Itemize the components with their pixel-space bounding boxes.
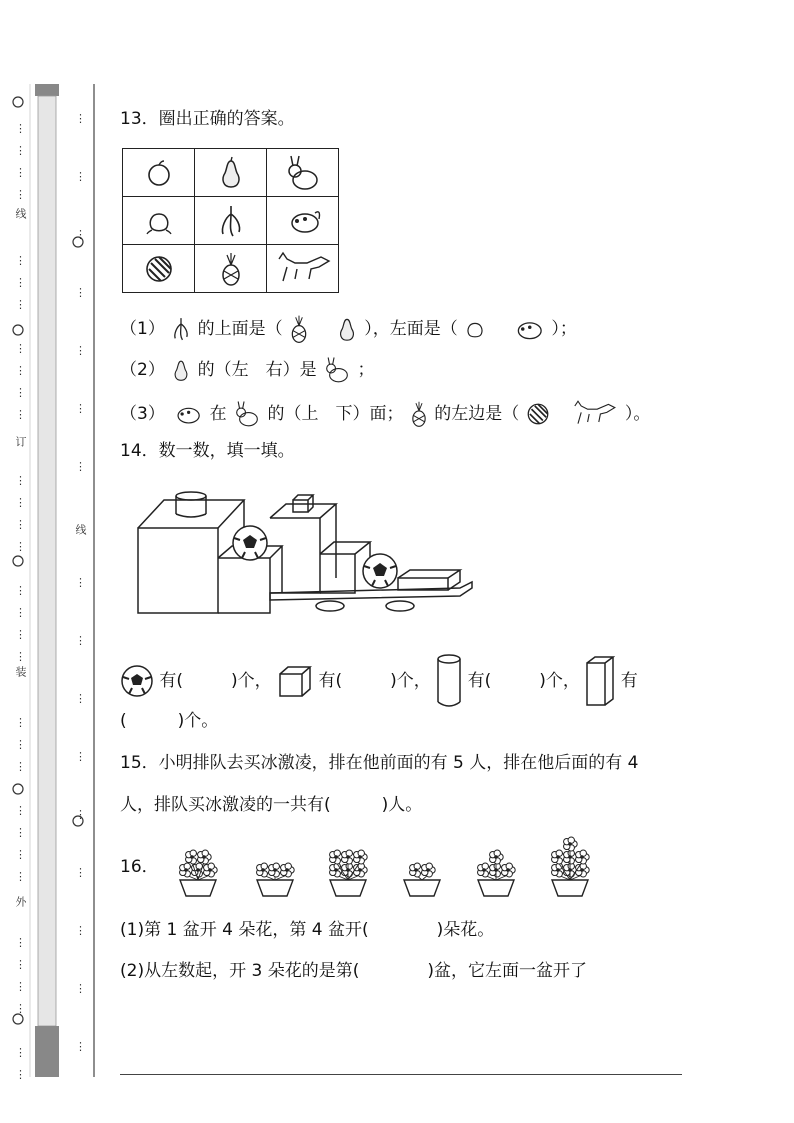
flower (552, 850, 566, 864)
flower (478, 863, 492, 877)
margin-dot: ⋮ (75, 576, 86, 589)
q16-line1: (1)第 1 盆开 4 朵花，第 4 盆开( )朵花。 (120, 920, 495, 940)
flower (257, 863, 271, 877)
soccer-ball-icon (120, 664, 154, 698)
margin-dot: ⋮ (75, 286, 86, 299)
margin-dot: ⋮ (15, 870, 26, 883)
flower (576, 850, 590, 864)
soccer-ball-icon (363, 554, 397, 588)
q15-line2: 人，排队买冰激凌的一共有( )人。 (120, 795, 423, 815)
footer-rule (120, 1074, 682, 1075)
margin-dot: ⋮ (15, 342, 26, 355)
pineapple-icon (218, 251, 244, 287)
grid-cell (195, 149, 267, 197)
margin-dot: ⋮ (15, 936, 26, 949)
margin-dot: ⋮ (15, 386, 26, 399)
binding-margin (0, 84, 100, 1081)
q13-line3: （3） 在 的（上 下）面； 的左边是（ ）。 (120, 398, 650, 430)
margin-dot: ⋮ (15, 166, 26, 179)
dog-icon (170, 401, 204, 427)
margin-dot: ⋮ (15, 254, 26, 267)
rabbit-icon (232, 400, 262, 428)
flower (502, 863, 516, 877)
margin-dot: ⋮ (15, 474, 26, 487)
flower (576, 863, 590, 877)
flower (354, 863, 368, 877)
flower (281, 863, 295, 877)
pear-icon (170, 356, 192, 384)
margin-dot: ⋮ (75, 750, 86, 763)
grid-cell (267, 197, 339, 245)
margin-dot: ⋮ (15, 804, 26, 817)
flower (330, 850, 344, 864)
flower (180, 863, 194, 877)
flower-pot (330, 850, 368, 896)
outer-dotted-line (13, 97, 23, 1024)
margin-dot: ⋮ (15, 738, 26, 751)
peach-icon[interactable] (463, 317, 487, 341)
margin-label-wai: 外 (14, 896, 27, 907)
margin-dot: ⋮ (75, 228, 86, 241)
flower-pots-row (160, 830, 620, 898)
margin-dot: ⋮ (15, 298, 26, 311)
margin-dot: ⋮ (15, 188, 26, 201)
dog-icon[interactable] (510, 315, 546, 343)
margin-dot: ⋮ (15, 540, 26, 553)
q16-label: 16． (120, 857, 159, 877)
margin-label-xian: 线 (14, 208, 27, 219)
grid-cell (267, 149, 339, 197)
cylinder-icon (436, 654, 462, 708)
margin-dot: ⋮ (75, 112, 86, 125)
margin-dot: ⋮ (15, 958, 26, 971)
watermelon-icon[interactable] (525, 401, 551, 427)
grid-cell (267, 245, 339, 293)
margin-dot: ⋮ (15, 606, 26, 619)
margin-dot: ⋮ (15, 408, 26, 421)
margin-dot: ⋮ (15, 1046, 26, 1059)
margin-dot: ⋮ (15, 826, 26, 839)
margin-dot: ⋮ (75, 344, 86, 357)
q14-title: 14．数一数，填一填。 (120, 441, 295, 461)
watermelon-icon (143, 253, 175, 285)
grid-cell (123, 197, 195, 245)
margin-label-ding: 订 (14, 436, 27, 447)
pear-icon[interactable] (335, 314, 359, 344)
flower (186, 850, 200, 864)
flower (342, 850, 356, 864)
flower (410, 863, 424, 877)
margin-dot: ⋮ (15, 144, 26, 157)
flower-pot (404, 863, 440, 896)
margin-dot: ⋮ (15, 760, 26, 773)
margin-dot: ⋮ (75, 982, 86, 995)
pear-icon (216, 155, 246, 191)
rabbit-icon (322, 356, 352, 384)
q13-line1: （1） 的上面是（ ），左面是（ ）； (120, 314, 577, 344)
margin-dot: ⋮ (75, 460, 86, 473)
margin-dot: ⋮ (75, 402, 86, 415)
margin-dot: ⋮ (15, 122, 26, 135)
margin-dot: ⋮ (15, 716, 26, 729)
flower (269, 863, 283, 877)
peach-icon (144, 206, 174, 236)
flower (564, 837, 578, 851)
fox-icon (273, 249, 333, 289)
margin-dot: ⋮ (75, 866, 86, 879)
flower-pot (478, 850, 516, 896)
rabbit-icon (283, 154, 323, 192)
pineapple-icon (409, 400, 429, 428)
margin-dot: ⋮ (15, 1002, 26, 1015)
flower (422, 863, 436, 877)
q13-grid (122, 148, 339, 293)
fox-icon[interactable] (569, 398, 619, 430)
flower-pot (552, 837, 590, 896)
margin-dot: ⋮ (15, 1068, 26, 1081)
dog-icon (283, 205, 323, 237)
cuboid-icon (585, 655, 615, 707)
margin-dot: ⋮ (15, 276, 26, 289)
flower (354, 850, 368, 864)
grid-cell (123, 245, 195, 293)
q16-line2: (2)从左数起，开 3 朵花的是第( )盆，它左面一盆开了 (120, 961, 587, 981)
q14-count-line2: ( )个。 (120, 711, 219, 731)
flower-pot (180, 850, 218, 896)
margin-dot: ⋮ (75, 1040, 86, 1053)
margin-dot: ⋮ (75, 170, 86, 183)
margin-dot: ⋮ (15, 496, 26, 509)
apple-icon (144, 158, 174, 188)
q14-train-figure (130, 488, 475, 616)
q13-line2: （2） 的（左 右）是 ； (120, 356, 374, 384)
flower-pot (257, 863, 295, 896)
margin-dot: ⋮ (75, 634, 86, 647)
q15-line1: 15．小明排队去买冰激凌，排在他前面的有 5 人，排在他后面的有 4 (120, 753, 639, 773)
margin-dot: ⋮ (15, 650, 26, 663)
margin-dot: ⋮ (15, 628, 26, 641)
grid-cell (195, 245, 267, 293)
margin-dot: ⋮ (15, 848, 26, 861)
margin-label-zhuang: 装 (14, 666, 27, 677)
banana-icon (170, 316, 192, 342)
margin-dot: ⋮ (15, 980, 26, 993)
cube-icon (277, 664, 313, 698)
q14-count-line: 有( )个， 有( )个， 有( )个， 有 (120, 654, 638, 708)
margin-dot: ⋮ (75, 924, 86, 937)
banana-icon (216, 203, 246, 239)
grid-cell (123, 149, 195, 197)
soccer-ball-icon (233, 526, 267, 560)
margin-dot: ⋮ (15, 584, 26, 597)
margin-dot: ⋮ (15, 364, 26, 377)
inner-label-xian: 线 (74, 524, 87, 535)
flower (198, 850, 212, 864)
grid-cell (195, 197, 267, 245)
flower (490, 850, 504, 864)
pineapple-icon[interactable] (288, 314, 310, 344)
margin-dot: ⋮ (75, 692, 86, 705)
flower (204, 863, 218, 877)
q13-title: 13．圈出正确的答案。 (120, 109, 295, 129)
margin-dot: ⋮ (75, 808, 86, 821)
margin-dot: ⋮ (15, 518, 26, 531)
